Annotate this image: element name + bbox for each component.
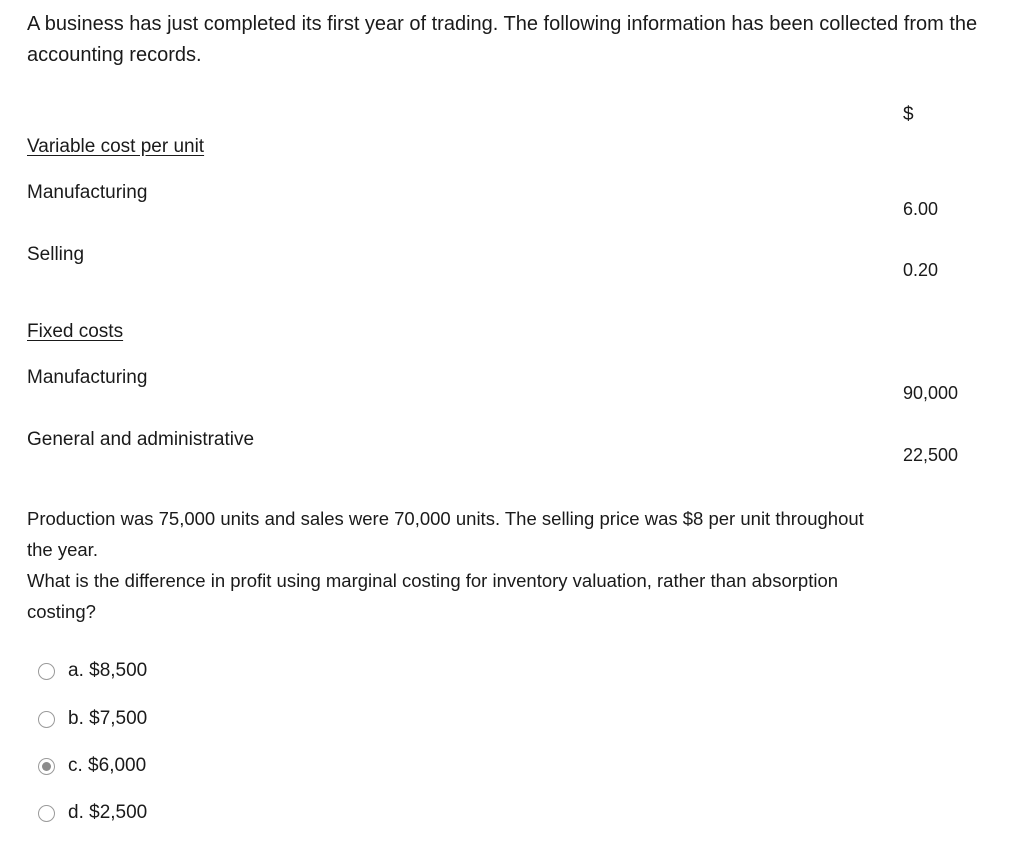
question-line-1: Production was 75,000 units and sales were 70,000 units. The selling price was $8 per unit throughout the year.: [27, 508, 864, 560]
radio-button-b[interactable]: [38, 711, 55, 728]
fixed-manufacturing-value: 90,000: [903, 383, 959, 403]
variable-selling-value: 0.20: [903, 260, 939, 280]
option-b[interactable]: [38, 708, 147, 730]
option-d[interactable]: [38, 802, 147, 824]
question-line-2: What is the difference in profit using marginal costing for inventory valuation, rather than absorption costing?: [27, 570, 839, 622]
variable-selling-label: Selling: [27, 244, 85, 265]
variable-manufacturing-label: Manufacturing: [27, 182, 148, 203]
fixed-costs-heading: Fixed costs: [27, 321, 124, 342]
fixed-general-admin-label: General and administrative: [27, 429, 255, 450]
question-text: [27, 503, 867, 627]
currency-header: $: [903, 104, 914, 125]
option-c-label: c. $6,000: [68, 755, 147, 776]
variable-cost-heading: Variable cost per unit: [27, 136, 205, 157]
option-c[interactable]: [38, 755, 146, 777]
radio-button-a[interactable]: [38, 663, 55, 680]
option-a-label: a. $8,500: [68, 660, 148, 681]
variable-manufacturing-value: 6.00: [903, 199, 939, 219]
radio-button-d[interactable]: [38, 805, 55, 822]
radio-button-c[interactable]: [38, 758, 55, 775]
option-b-label: b. $7,500: [68, 708, 148, 729]
fixed-general-admin-value: 22,500: [903, 445, 959, 465]
intro-text: A business has just completed its first year of trading. The following information has been collected from the accounting records.: [27, 13, 978, 66]
fixed-manufacturing-label: Manufacturing: [27, 367, 148, 388]
option-d-label: d. $2,500: [68, 802, 148, 823]
option-a[interactable]: [38, 660, 147, 682]
